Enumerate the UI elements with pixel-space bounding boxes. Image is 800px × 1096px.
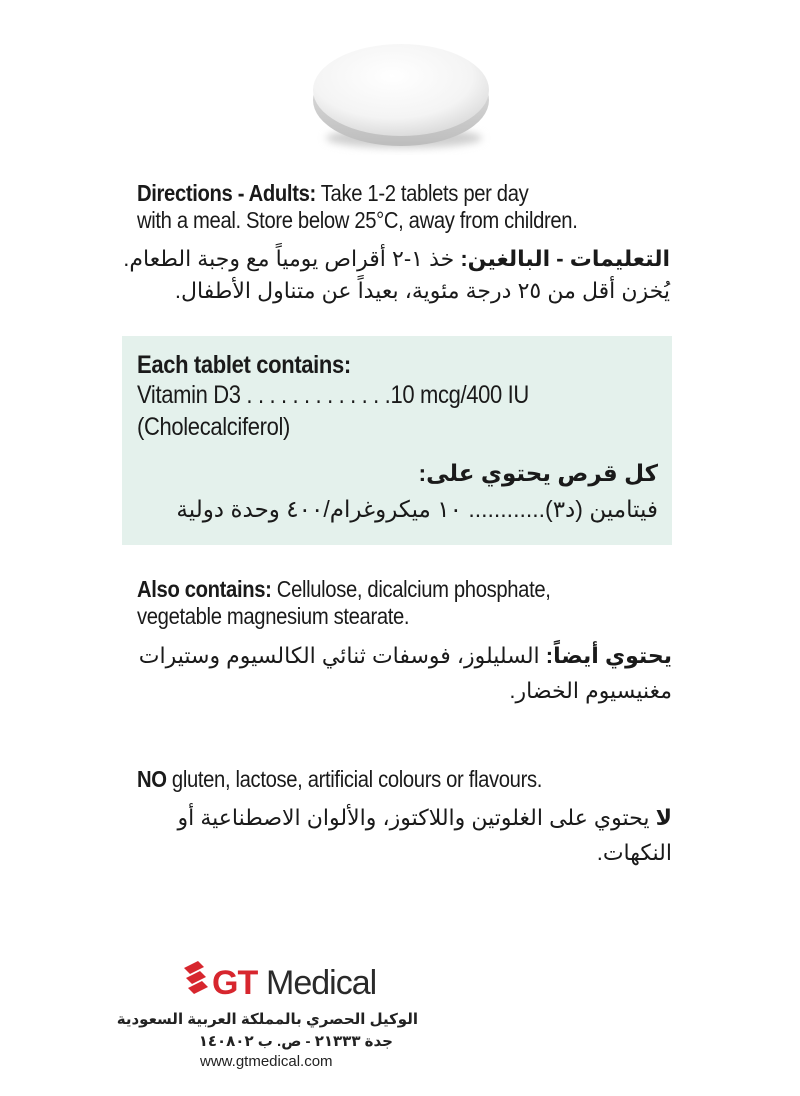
tablet-image bbox=[306, 30, 496, 155]
gt-medical-logo bbox=[182, 958, 382, 1006]
brand-gt-text: GT bbox=[212, 964, 258, 1002]
contents-ar-item: فيتامين (د٣)............ ١٠ ميكروغرام/٤٠٠ وحدة دولية bbox=[176, 496, 658, 522]
free-from-ar-line1 bbox=[178, 803, 672, 833]
contents-ar-heading-text: كل قرص يحتوي على: bbox=[418, 460, 658, 486]
agent-address-text: جدة ٢١٣٣٣ - ص. ب ١٤٠٨٠٢ bbox=[198, 1033, 393, 1050]
contents-en-item-sub: (Cholecalciferol) bbox=[137, 413, 290, 441]
directions-ar-label: التعليمات - البالغين: bbox=[460, 246, 670, 271]
also-en-label: Also contains: bbox=[137, 576, 272, 602]
free-from-ar-line2: النكهات. bbox=[596, 840, 672, 865]
contents-ar-heading bbox=[418, 458, 658, 488]
free-from-ar-text: يحتوي على الغلوتين واللاكتوز، والألوان الاصطناعية أو bbox=[177, 805, 656, 830]
directions-ar-text: خذ ١-٢ أقراص يومياً مع وجبة الطعام. bbox=[123, 246, 461, 271]
also-en-line1 bbox=[137, 576, 551, 603]
contents-en-heading bbox=[137, 350, 351, 380]
also-ar-line1 bbox=[139, 641, 672, 671]
also-en-text: Cellulose, dicalcium phosphate, bbox=[271, 576, 551, 602]
also-ar-text: السليلوز، فوسفات ثنائي الكالسيوم وستيرات bbox=[138, 643, 546, 668]
directions-ar-line2: يُخزن أقل من ٢٥ درجة مئوية، بعيداً عن متناول الأطفال. bbox=[174, 278, 670, 303]
directions-en-line2: with a meal. Store below 25°C, away from children. bbox=[137, 207, 578, 233]
contents-en-item: Vitamin D3 . . . . . . . . . . . . .10 mcg/400 IU bbox=[137, 381, 529, 409]
gt-logo-mark-icon bbox=[182, 958, 212, 1000]
website-link[interactable]: www.gtmedical.com bbox=[200, 1053, 333, 1070]
directions-en-line1 bbox=[137, 180, 528, 207]
directions-en-text: Take 1-2 tablets per day bbox=[315, 180, 529, 206]
also-ar-label: يحتوي أيضاً: bbox=[545, 643, 672, 668]
contents-en-heading-text: Each tablet contains: bbox=[137, 351, 351, 379]
free-from-en-text: gluten, lactose, artificial colours or flavours. bbox=[166, 766, 543, 792]
tablet-contents-box bbox=[122, 336, 672, 545]
also-en-line2: vegetable magnesium stearate. bbox=[137, 603, 410, 629]
exclusive-agent-text: الوكيل الحصري بالمملكة العربية السعودية bbox=[116, 1011, 418, 1028]
free-from-ar-label: لا bbox=[655, 805, 672, 830]
free-from-en-label: NO bbox=[137, 766, 167, 792]
brand-medical-text: Medical bbox=[266, 964, 377, 1002]
free-from-en-line bbox=[137, 766, 542, 793]
also-ar-line2: مغنيسيوم الخضار. bbox=[509, 678, 672, 703]
directions-en-label: Directions - Adults: bbox=[137, 180, 316, 206]
directions-ar-line1 bbox=[123, 244, 670, 274]
